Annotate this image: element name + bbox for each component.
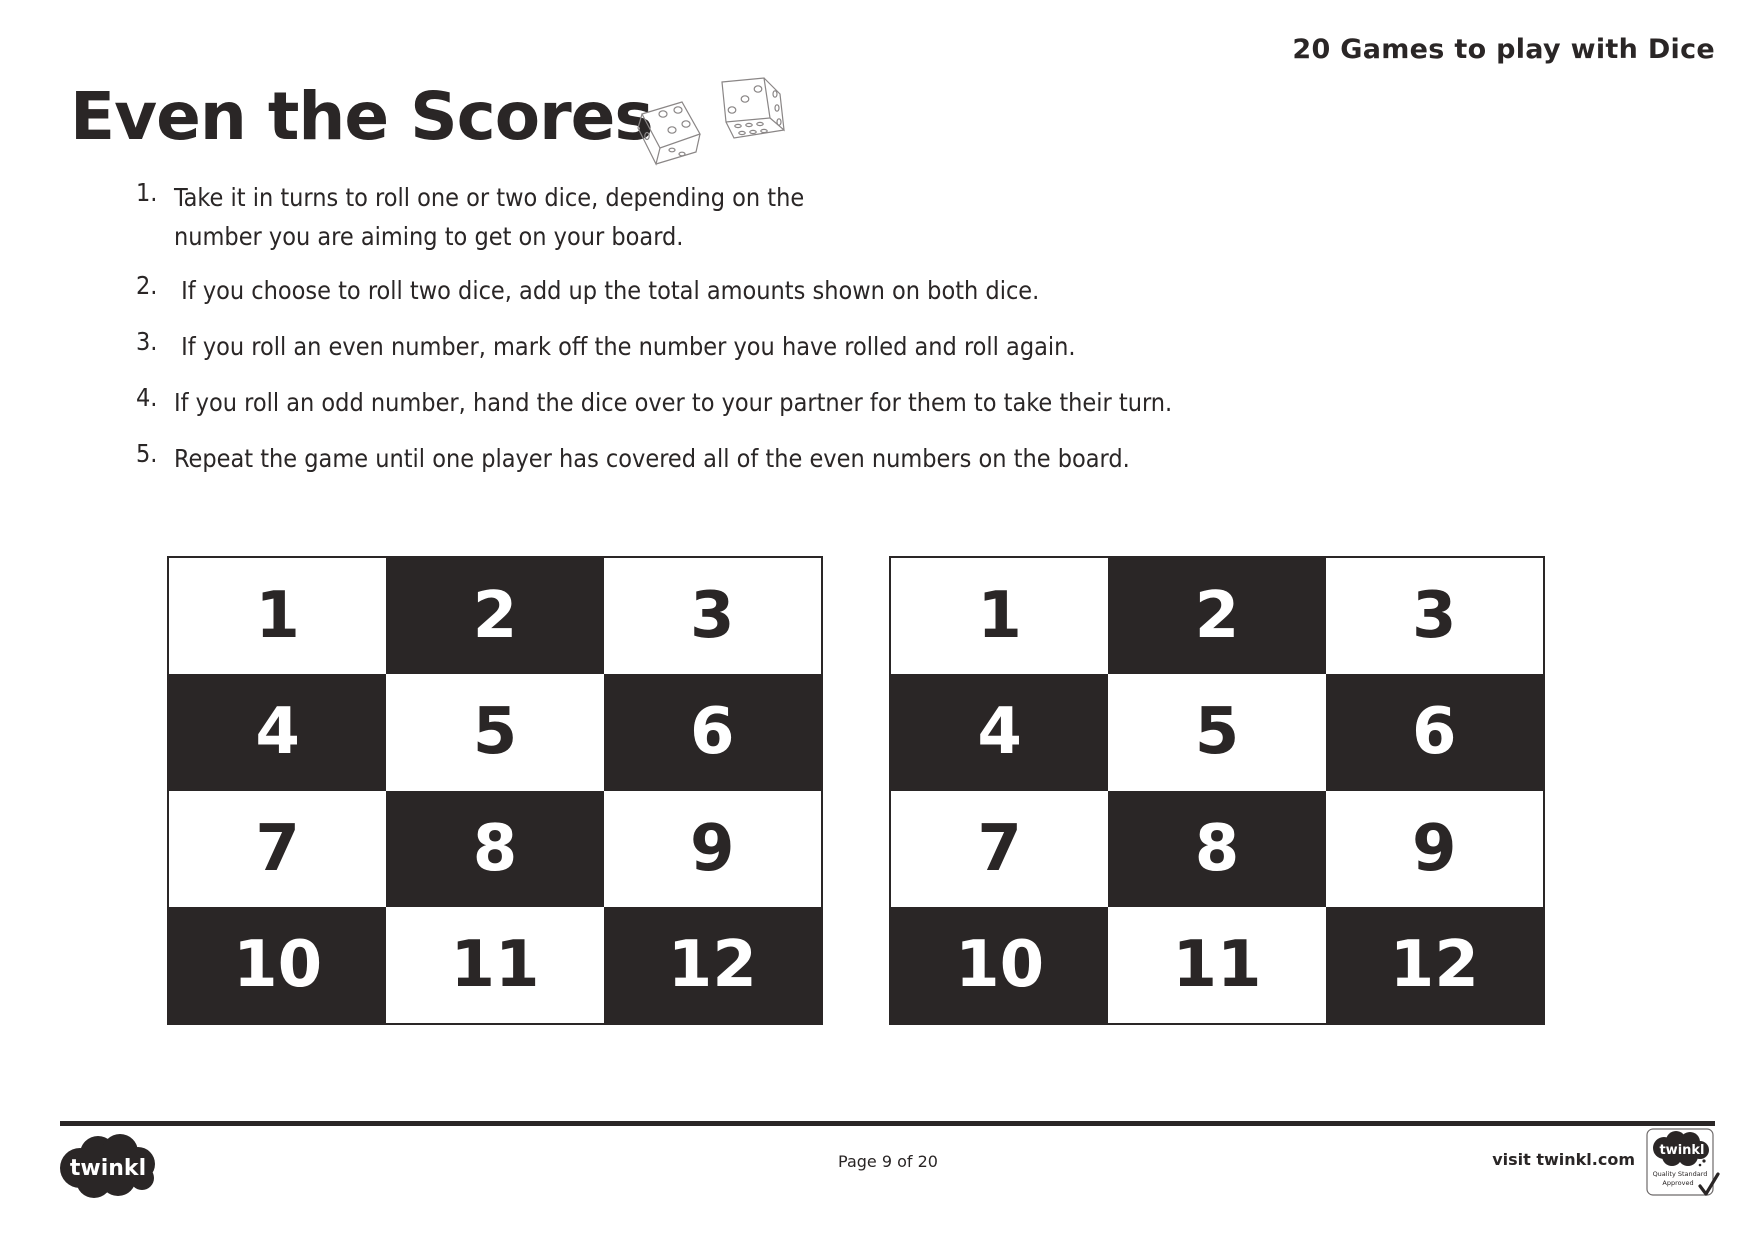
instruction-number: 1. bbox=[136, 178, 158, 207]
board-cell: 12 bbox=[1326, 907, 1543, 1023]
page-number: Page 9 of 20 bbox=[838, 1152, 938, 1171]
board-cell: 12 bbox=[604, 907, 821, 1023]
instruction-number: 5. bbox=[136, 439, 158, 468]
instruction-item bbox=[130, 439, 1430, 478]
instruction-number: 3. bbox=[136, 327, 158, 356]
board-cell: 3 bbox=[1326, 558, 1543, 674]
instruction-item bbox=[130, 271, 1430, 310]
board-cell: 4 bbox=[169, 674, 386, 790]
badge-logo-text: twinkl bbox=[1659, 1143, 1705, 1158]
board-cell: 8 bbox=[386, 791, 603, 907]
board-cell: 10 bbox=[891, 907, 1108, 1023]
quality-standard-badge bbox=[1646, 1128, 1720, 1200]
board-cell: 1 bbox=[891, 558, 1108, 674]
board-cell: 1 bbox=[169, 558, 386, 674]
logo-text: twinkl bbox=[69, 1156, 147, 1181]
board-cell: 9 bbox=[1326, 791, 1543, 907]
instruction-item bbox=[130, 327, 1430, 366]
board-cell: 11 bbox=[1108, 907, 1325, 1023]
game-board-2 bbox=[889, 556, 1545, 1025]
footer-divider bbox=[60, 1121, 1715, 1126]
game-board-1 bbox=[167, 556, 823, 1025]
board-cell: 6 bbox=[1326, 674, 1543, 790]
badge-line-1: Quality Standard bbox=[1652, 1170, 1708, 1178]
instruction-number: 4. bbox=[136, 383, 158, 412]
board-cell: 7 bbox=[891, 791, 1108, 907]
instruction-text: If you choose to roll two dice, add up the total amounts shown on both dice. bbox=[174, 276, 1040, 305]
page-title: Even the Scores bbox=[70, 78, 653, 155]
board-cell: 3 bbox=[604, 558, 821, 674]
instruction-item bbox=[130, 383, 1430, 422]
board-cell: 6 bbox=[604, 674, 821, 790]
visit-twinkl-link[interactable]: visit twinkl.com bbox=[1492, 1150, 1635, 1169]
instructions-list bbox=[130, 178, 1430, 478]
instruction-text: number you are aiming to get on your board. bbox=[174, 222, 684, 251]
board-cell: 2 bbox=[1108, 558, 1325, 674]
instruction-text: If you roll an even number, mark off the number you have rolled and roll again. bbox=[174, 332, 1076, 361]
board-cell: 11 bbox=[386, 907, 603, 1023]
badge-line-2: Approved bbox=[1662, 1179, 1694, 1187]
instruction-item bbox=[130, 178, 1430, 256]
board-cell: 8 bbox=[1108, 791, 1325, 907]
instruction-text: Take it in turns to roll one or two dice, depending on the bbox=[174, 183, 805, 212]
board-cell: 5 bbox=[1108, 674, 1325, 790]
board-cell: 10 bbox=[169, 907, 386, 1023]
instruction-text: If you roll an odd number, hand the dice over to your partner for them to take their turn. bbox=[174, 388, 1173, 417]
instruction-text: Repeat the game until one player has covered all of the even numbers on the board. bbox=[174, 444, 1130, 473]
board-cell: 4 bbox=[891, 674, 1108, 790]
series-title: 20 Games to play with Dice bbox=[1292, 34, 1715, 65]
board-cell: 5 bbox=[386, 674, 603, 790]
board-cell: 9 bbox=[604, 791, 821, 907]
dice-icon bbox=[630, 72, 790, 172]
board-cell: 2 bbox=[386, 558, 603, 674]
board-cell: 7 bbox=[169, 791, 386, 907]
instruction-number: 2. bbox=[136, 271, 158, 300]
